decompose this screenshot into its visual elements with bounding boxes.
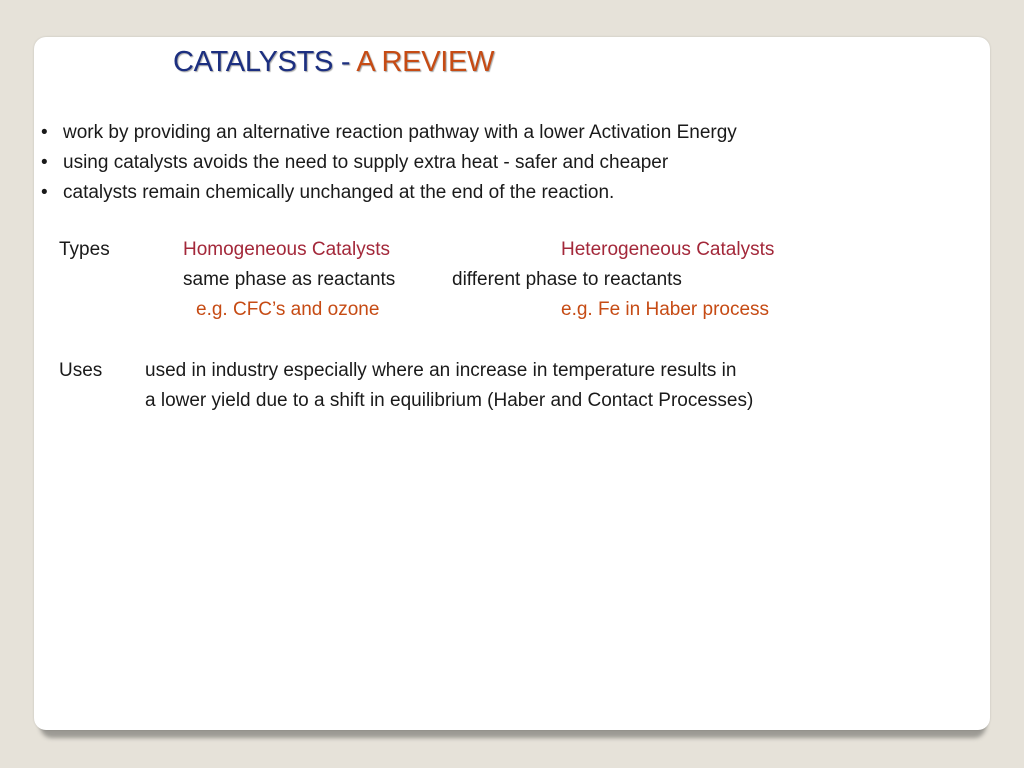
bullet-dot: • (41, 152, 48, 173)
title-part-review: A REVIEW (356, 46, 495, 78)
bullet-text: using catalysts avoids the need to supply extra heat - safer and cheaper (63, 152, 669, 173)
uses-line-2: a lower yield due to a shift in equilibrium (Haber and Contact Processes) (145, 390, 754, 411)
bullet-dot: • (41, 182, 48, 203)
uses-label: Uses (59, 360, 103, 381)
heterogeneous-description: different phase to reactants (452, 269, 682, 290)
homogeneous-description: same phase as reactants (183, 269, 396, 290)
types-label: Types (59, 239, 110, 260)
uses-line-1: used in industry especially where an increase in temperature results in (145, 360, 737, 381)
bullet-text: work by providing an alternative reaction pathway with a lower Activation Energy (63, 122, 737, 143)
heterogeneous-example: e.g. Fe in Haber process (561, 299, 770, 320)
bullet-item (41, 150, 737, 180)
title-part-catalysts: CATALYSTS - (173, 46, 357, 78)
slide-title (173, 44, 494, 80)
homogeneous-heading: Homogeneous Catalysts (183, 239, 390, 260)
bullet-text: catalysts remain chemically unchanged at the end of the reaction. (63, 182, 615, 203)
heterogeneous-heading: Heterogeneous Catalysts (561, 239, 775, 260)
bullet-item (41, 120, 737, 150)
bullet-item (41, 180, 737, 210)
bullet-dot: • (41, 122, 48, 143)
homogeneous-example: e.g. CFC’s and ozone (196, 299, 380, 320)
bullet-list (41, 120, 737, 210)
